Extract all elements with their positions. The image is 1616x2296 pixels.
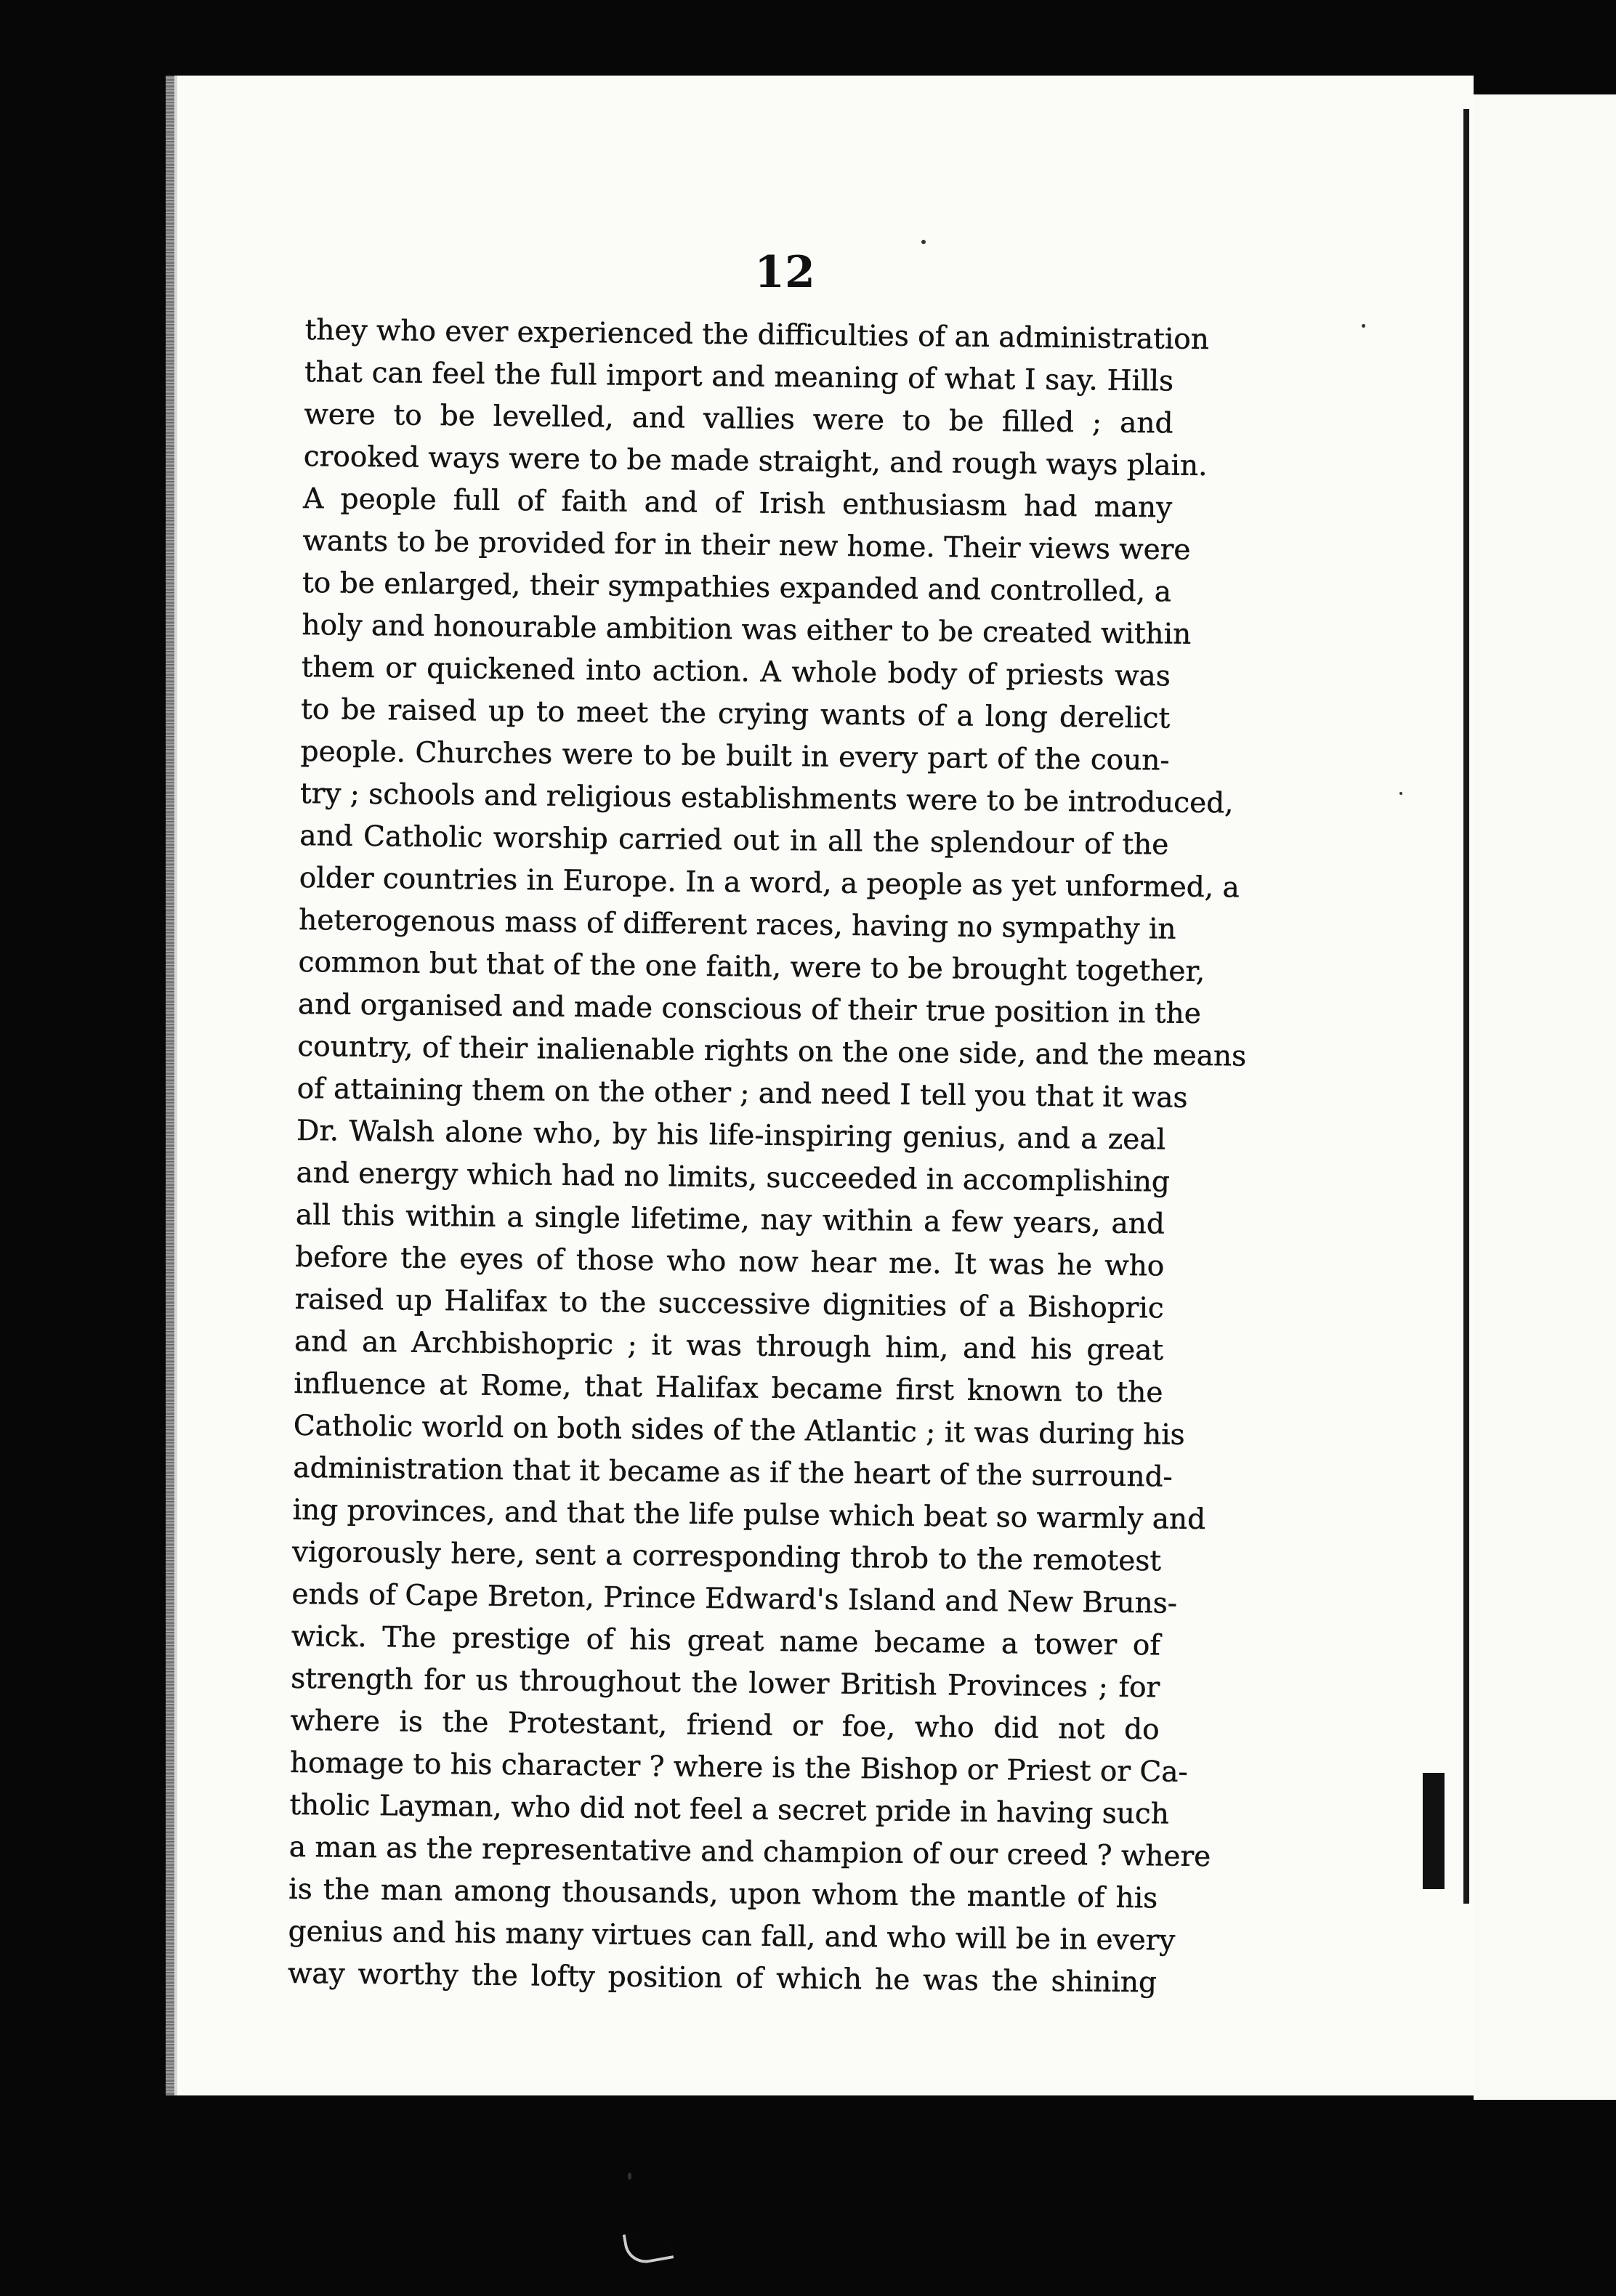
text-line: all this within a single lifetime, nay within a few years, and: [295, 1198, 1165, 1241]
text-line: and an Archbishopric ; it was through him, and his great: [294, 1325, 1164, 1367]
text-line: A people full of faith and of Irish enthusiasm had many: [303, 482, 1173, 525]
text-line: before the eyes of those who now hear me. It was he who: [295, 1240, 1165, 1283]
text-line: tholic Layman, who did not feel a secret pride in having such: [289, 1788, 1170, 1831]
text-line: administration that it became as if the heart of the surround-: [293, 1451, 1173, 1494]
text-line: to be enlarged, their sympathies expanded and controlled, a: [302, 566, 1172, 609]
text-line: heterogenous mass of different races, having no sympathy in: [298, 903, 1176, 946]
text-line: raised up Halifax to the successive dignities of a Bishopric: [294, 1282, 1164, 1325]
text-line: to be raised up to meet the crying wants of a long derelict: [301, 692, 1171, 735]
text-line: influence at Rome, that Halifax became first known to the: [294, 1367, 1163, 1410]
text-line: strength for us throughout the lower British Provinces ; for: [291, 1662, 1160, 1705]
text-line: genius and his many virtues can fall, and who will be in every: [288, 1915, 1176, 1957]
page-number: 12: [754, 247, 815, 298]
text-line: a man as the representative and champion of our creed ? where: [288, 1830, 1211, 1874]
text-line: ends of Cape Breton, Prince Edward's Island and New Bruns-: [291, 1577, 1178, 1620]
text-line: of attaining them on the other ; and need I tell you that it was: [296, 1072, 1188, 1115]
text-line: is the man among thousands, upon whom the mantle of his: [288, 1872, 1158, 1915]
text-line: vigorously here, sent a corresponding throb to the remotest: [291, 1535, 1162, 1578]
text-line: them or quickened into action. A whole body of priests was: [301, 650, 1171, 693]
ink-speck: [921, 240, 926, 244]
text-line: Catholic world on both sides of the Atlantic ; it was during his: [293, 1409, 1185, 1452]
text-line: older countries in Europe. In a word, a people as yet unformed, a: [299, 861, 1240, 905]
page-gutter-shadow: [1463, 109, 1469, 1904]
text-line: common but that of the one faith, were to be brought together,: [298, 945, 1205, 989]
text-line: and Catholic worship carried out in all the splendour of the: [299, 819, 1169, 862]
text-line: wick. The prestige of his great name became a tower of: [291, 1620, 1161, 1662]
text-line: were to be levelled, and vallies were to be filled ; and: [304, 397, 1173, 440]
text-line: holy and honourable ambition was either to be created within: [302, 608, 1192, 651]
body-text: [287, 311, 1247, 2056]
text-line: people. Churches were to be built in every part of the coun-: [300, 735, 1170, 777]
text-line: try ; schools and religious establishments were to be introduced,: [299, 777, 1234, 820]
page-binding-edge: [166, 76, 174, 2095]
text-line: way worthy the lofty position of which he was the shining: [287, 1957, 1158, 2000]
facing-page-edge: [1474, 94, 1616, 2100]
text-line: they who ever experienced the difficulties of an administration: [304, 313, 1210, 357]
text-line: and organised and made conscious of their true position in the: [297, 987, 1202, 1030]
ink-speck: [1399, 792, 1402, 795]
text-line: and energy which had no limits, succeeded in accomplishing: [296, 1156, 1171, 1199]
ink-speck: [1362, 324, 1365, 328]
text-line: crooked ways were to be made straight, and rough ways plain.: [303, 440, 1208, 483]
text-line: Dr. Walsh alone who, by his life-inspiring genius, and a zeal: [296, 1114, 1166, 1157]
text-line: homage to his character ? where is the Bishop or Priest or Ca-: [289, 1746, 1188, 1789]
gutter-dark-mark: [1423, 1773, 1445, 1889]
text-line: country, of their inalienable rights on the one side, and the means: [297, 1030, 1247, 1073]
text-line: ing provinces, and that the life pulse which beat so warmly and: [292, 1493, 1206, 1537]
text-line: wants to be provided for in their new home. Their views were: [302, 524, 1191, 567]
text-line: where is the Protestant, friend or foe, who did not do: [290, 1704, 1160, 1747]
ink-speck: [628, 2172, 631, 2180]
text-line: that can feel the full import and meaning of what I say. Hills: [304, 355, 1174, 398]
